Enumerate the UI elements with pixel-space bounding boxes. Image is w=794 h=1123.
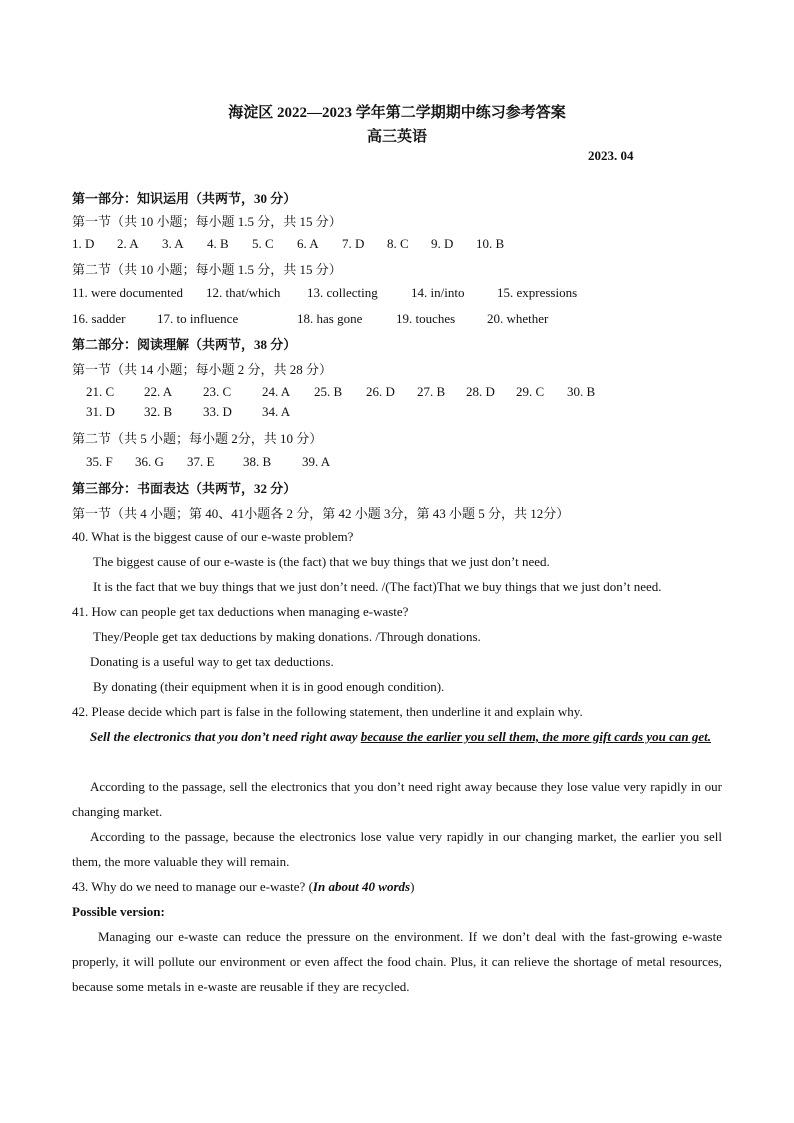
part1-section1-heading: 第一节（共 10 小题；每小题 1.5 分，共 15 分）: [72, 214, 342, 229]
q42-statement-underlined: because the earlier you sell them, the more gift cards you can get.: [360, 729, 711, 744]
answer-item: 9. D: [431, 236, 454, 251]
answer-item: 2. A: [117, 236, 139, 251]
answer-item: 21. C: [86, 384, 115, 399]
answer-item: 23. C: [203, 384, 232, 399]
answer-item: 25. B: [314, 384, 343, 399]
answer-item: 8. C: [387, 236, 409, 251]
part2-section1-heading: 第一节（共 14 小题；每小题 2 分，共 28 分）: [72, 362, 333, 377]
answer-item: 4. B: [207, 236, 229, 251]
part2-heading: 第二部分：阅读理解（共两节，38 分）: [72, 337, 297, 352]
part3-heading: 第三部分：书面表达（共两节，32 分）: [72, 481, 297, 496]
answer-item: 12. that/which: [206, 285, 281, 300]
part1-heading: 第一部分：知识运用（共两节，30 分）: [72, 191, 297, 206]
question-41: 41. How can people get tax deductions when managing e-waste?: [72, 604, 409, 619]
q42-answer-1: According to the passage, sell the electronics that you don’t need right away because they lose value very rapidly in our changing market.: [72, 779, 722, 819]
answer-item: 15. expressions: [497, 285, 578, 300]
answer-item: 35. F: [86, 454, 113, 469]
q43-essay: Managing our e-waste can reduce the pressure on the environment. If we don’t deal with the fast-growing e-waste properly, it will pollute our environment or even affect the food chain. Plus, it can relieve the shortage of metal resources, because some metals in e-waste are reusable if they are recycled.: [72, 929, 722, 994]
answer-item: 7. D: [342, 236, 365, 251]
question-42: 42. Please decide which part is false in the following statement, then underline it and explain why.: [72, 704, 583, 719]
q42-statement: [72, 724, 722, 749]
answer-item: 5. C: [252, 236, 274, 251]
answer-item: 6. A: [297, 236, 319, 251]
answer-item: 20. whether: [487, 311, 549, 326]
answer-item: 34. A: [262, 404, 291, 419]
part3-section1-heading: 第一节（共 4 小题；第 40、41小题各 2 分，第 42 小题 3分，第 43 小题 5 分，共 12分）: [72, 506, 570, 521]
q41-answer-2: Donating is a useful way to get tax deductions.: [90, 654, 334, 669]
answer-item: 28. D: [466, 384, 495, 399]
answer-item: 30. B: [567, 384, 596, 399]
possible-version-label: Possible version:: [72, 904, 165, 919]
q43-question-suffix: ): [410, 879, 415, 894]
q41-answer-1: They/People get tax deductions by making donations. /Through donations.: [93, 629, 481, 644]
q43-question-prefix: 43. Why do we need to manage our e-waste? (: [72, 879, 313, 894]
part1-section2-heading: 第二节（共 10 小题；每小题 1.5 分，共 15 分）: [72, 262, 342, 277]
answer-item: 24. A: [262, 384, 291, 399]
answer-item: 37. E: [187, 454, 215, 469]
q42-answer-2: According to the passage, because the electronics lose value very rapidly in our changing market, the earlier you sell them, the more valuable they will remain.: [72, 829, 722, 869]
q42-statement-plain: Sell the electronics that you don’t need right away: [90, 729, 361, 744]
answer-item: 14. in/into: [411, 285, 465, 300]
answer-item: 33. D: [203, 404, 232, 419]
document-subtitle: 高三英语: [366, 129, 427, 145]
question-40: 40. What is the biggest cause of our e-waste problem?: [72, 529, 354, 544]
document-date: 2023. 04: [588, 148, 634, 163]
answer-item: 29. C: [516, 384, 545, 399]
answer-item: 10. B: [476, 236, 505, 251]
part2-section2-heading: 第二节（共 5 小题；每小题 2分，共 10 分）: [72, 431, 323, 446]
question-43: [72, 879, 414, 895]
answer-item: 17. to influence: [157, 311, 239, 326]
answer-item: 38. B: [243, 454, 272, 469]
answer-item: 36. G: [135, 454, 164, 469]
q40-answer-1: The biggest cause of our e-waste is (the fact) that we buy things that we just don’t need.: [93, 554, 550, 569]
answer-item: 39. A: [302, 454, 331, 469]
q43-word-hint: In about 40 words: [312, 879, 411, 894]
answer-item: 19. touches: [396, 311, 456, 326]
answer-item: 31. D: [86, 404, 115, 419]
q41-answer-3: By donating (their equipment when it is in good enough condition).: [93, 679, 445, 694]
answer-item: 22. A: [144, 384, 173, 399]
answer-item: 16. sadder: [72, 311, 126, 326]
document-title: 海淀区 2022—2023 学年第二学期期中练习参考答案: [228, 105, 566, 121]
answer-item: 11. were documented: [72, 285, 184, 300]
answer-item: 1. D: [72, 236, 95, 251]
q40-answer-2: It is the fact that we buy things that we just don’t need. /(The fact)That we buy things that we just don’t need.: [93, 579, 662, 594]
answer-item: 13. collecting: [307, 285, 378, 300]
answer-item: 18. has gone: [297, 311, 363, 326]
answer-item: 32. B: [144, 404, 173, 419]
answer-item: 27. B: [417, 384, 446, 399]
answer-item: 26. D: [366, 384, 395, 399]
answer-item: 3. A: [162, 236, 184, 251]
